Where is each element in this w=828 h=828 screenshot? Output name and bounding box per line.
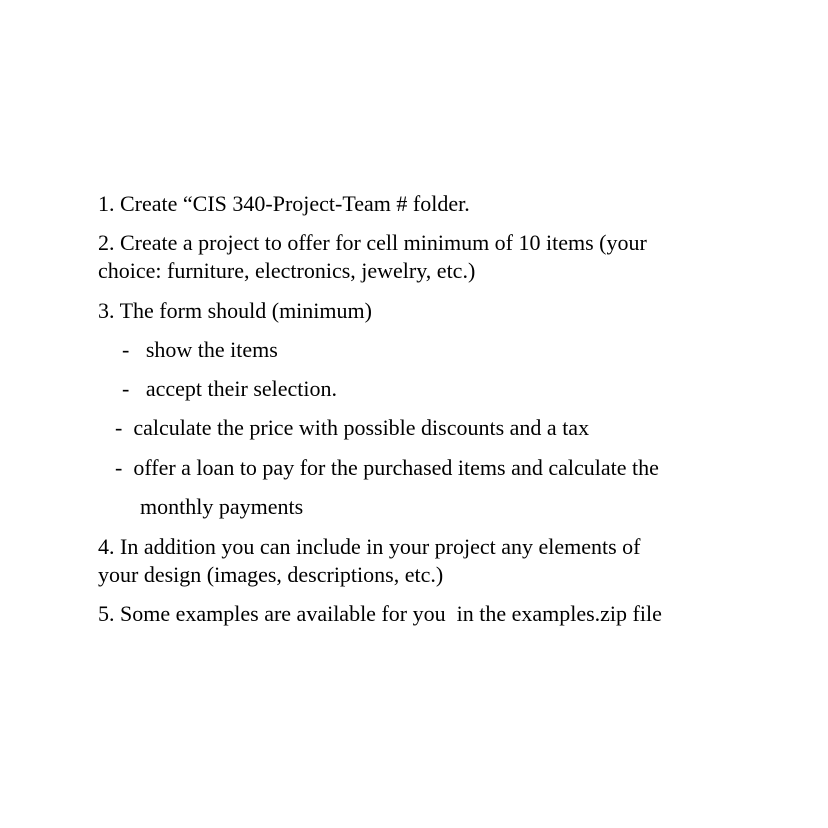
sub-item-calculate-price: - calculate the price with possible discounts and a tax [115, 415, 590, 440]
item-3-line-1: 3. The form should (minimum) [98, 298, 372, 323]
sub-item-accept-selection: - accept their selection. [122, 376, 338, 401]
sub-item-offer-loan: - offer a loan to pay for the purchased items and calculate the [115, 455, 659, 480]
item-5-line-1: 5. Some examples are available for you in the examples.zip file [98, 601, 662, 626]
item-2-line-1: 2. Create a project to offer for cell minimum of 10 items (your [98, 230, 647, 255]
item-4-line-1: 4. In addition you can include in your project any elements of [98, 534, 641, 559]
item-1-line-1: 1. Create “CIS 340-Project-Team # folder. [98, 191, 470, 216]
sub-item-show-items: - show the items [122, 337, 278, 362]
sub-item-offer-loan-continued: monthly payments [140, 494, 304, 519]
item-2-line-2: choice: furniture, electronics, jewelry, etc.) [98, 258, 476, 283]
item-4-line-2: your design (images, descriptions, etc.) [98, 562, 444, 587]
